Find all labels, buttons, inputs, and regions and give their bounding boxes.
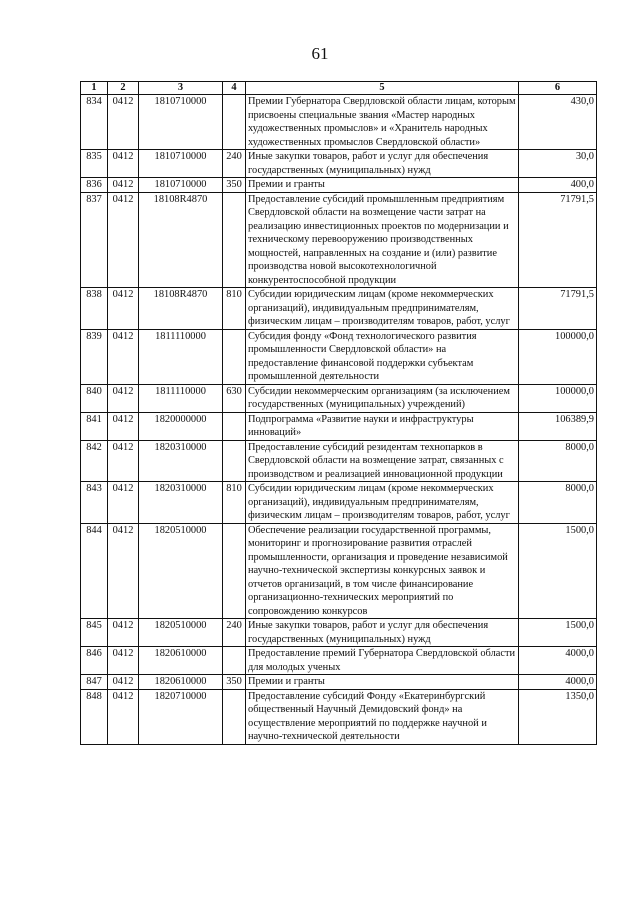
row-amount: 400,0 — [519, 178, 597, 193]
expense-type-code: 350 — [223, 178, 246, 193]
section-code: 0412 — [108, 619, 139, 647]
row-name: Субсидия фонду «Фонд технологического развития промышленности Свердловской области» на предоставление финансовой поддержки субъектам промышленной деятельности — [246, 329, 519, 384]
row-amount: 100000,0 — [519, 384, 597, 412]
row-amount: 8000,0 — [519, 440, 597, 482]
row-amount: 4000,0 — [519, 675, 597, 690]
target-article-code: 18108R4870 — [139, 288, 223, 330]
row-number: 838 — [81, 288, 108, 330]
section-code: 0412 — [108, 384, 139, 412]
row-name: Субсидии юридическим лицам (кроме некоммерческих организаций), индивидуальным предпринимателям, физическим лицам – производителям товаров, работ, услуг — [246, 288, 519, 330]
target-article-code: 1810710000 — [139, 95, 223, 150]
table-row — [81, 412, 597, 440]
row-name: Премии и гранты — [246, 675, 519, 690]
table-row — [81, 675, 597, 690]
row-amount: 71791,5 — [519, 192, 597, 288]
table-row — [81, 619, 597, 647]
row-amount: 1350,0 — [519, 689, 597, 744]
header-col-1: 1 — [81, 82, 108, 95]
section-code: 0412 — [108, 178, 139, 193]
target-article-code: 1820000000 — [139, 412, 223, 440]
row-amount: 100000,0 — [519, 329, 597, 384]
row-number: 834 — [81, 95, 108, 150]
table-row — [81, 192, 597, 288]
table-row — [81, 482, 597, 524]
target-article-code: 1820510000 — [139, 523, 223, 619]
section-code: 0412 — [108, 689, 139, 744]
row-amount: 4000,0 — [519, 647, 597, 675]
table-row — [81, 523, 597, 619]
expense-type-code: 240 — [223, 619, 246, 647]
row-name: Субсидии юридическим лицам (кроме некоммерческих организаций), индивидуальным предпринимателям, физическим лицам – производителям товаров, работ, услуг — [246, 482, 519, 524]
row-number: 839 — [81, 329, 108, 384]
section-code: 0412 — [108, 150, 139, 178]
row-amount: 430,0 — [519, 95, 597, 150]
expense-type-code: 810 — [223, 288, 246, 330]
table-row — [81, 384, 597, 412]
table-row — [81, 647, 597, 675]
row-amount: 8000,0 — [519, 482, 597, 524]
row-number: 845 — [81, 619, 108, 647]
row-name: Предоставление субсидий резидентам технопарков в Свердловской области на возмещение затрат, связанных с производством и реализацией инновационной продукции — [246, 440, 519, 482]
expense-type-code — [223, 440, 246, 482]
table-row — [81, 178, 597, 193]
expense-type-code — [223, 412, 246, 440]
row-name: Иные закупки товаров, работ и услуг для обеспечения государственных (муниципальных) нужд — [246, 150, 519, 178]
row-name: Обеспечение реализации государственной программы, мониторинг и прогнозирование развития отраслей промышленности, организация и проведение независимой научно-технической экспертизы конкурсных заявок и отчетов организаций, в том числе финансирование организационно-технических мероприятий по сопровождению конкурсов — [246, 523, 519, 619]
row-name: Иные закупки товаров, работ и услуг для обеспечения государственных (муниципальных) нужд — [246, 619, 519, 647]
expense-type-code — [223, 523, 246, 619]
row-amount: 71791,5 — [519, 288, 597, 330]
expense-type-code: 240 — [223, 150, 246, 178]
row-name: Подпрограмма «Развитие науки и инфраструктуры инноваций» — [246, 412, 519, 440]
row-number: 844 — [81, 523, 108, 619]
section-code: 0412 — [108, 95, 139, 150]
section-code: 0412 — [108, 482, 139, 524]
row-amount: 1500,0 — [519, 523, 597, 619]
row-name: Предоставление премий Губернатора Свердловской области для молодых ученых — [246, 647, 519, 675]
header-col-4: 4 — [223, 82, 246, 95]
row-number: 843 — [81, 482, 108, 524]
expense-type-code — [223, 329, 246, 384]
budget-table — [80, 81, 597, 745]
row-number: 836 — [81, 178, 108, 193]
section-code: 0412 — [108, 440, 139, 482]
header-col-2: 2 — [108, 82, 139, 95]
row-name: Премии и гранты — [246, 178, 519, 193]
section-code: 0412 — [108, 329, 139, 384]
target-article-code: 1810710000 — [139, 150, 223, 178]
row-amount: 30,0 — [519, 150, 597, 178]
row-amount: 1500,0 — [519, 619, 597, 647]
header-col-3: 3 — [139, 82, 223, 95]
section-code: 0412 — [108, 675, 139, 690]
expense-type-code — [223, 192, 246, 288]
header-row — [81, 82, 597, 95]
table-row — [81, 689, 597, 744]
row-number: 840 — [81, 384, 108, 412]
table-row — [81, 440, 597, 482]
row-number: 847 — [81, 675, 108, 690]
target-article-code: 1810710000 — [139, 178, 223, 193]
row-number: 835 — [81, 150, 108, 178]
expense-type-code: 810 — [223, 482, 246, 524]
table-row — [81, 329, 597, 384]
target-article-code: 1820710000 — [139, 689, 223, 744]
section-code: 0412 — [108, 647, 139, 675]
section-code: 0412 — [108, 412, 139, 440]
target-article-code: 1820310000 — [139, 482, 223, 524]
target-article-code: 1820610000 — [139, 675, 223, 690]
header-col-5: 5 — [246, 82, 519, 95]
target-article-code: 1820310000 — [139, 440, 223, 482]
target-article-code: 18108R4870 — [139, 192, 223, 288]
section-code: 0412 — [108, 288, 139, 330]
expense-type-code — [223, 689, 246, 744]
expense-type-code: 630 — [223, 384, 246, 412]
target-article-code: 1811110000 — [139, 384, 223, 412]
target-article-code: 1811110000 — [139, 329, 223, 384]
row-name: Предоставление субсидий промышленным предприятиям Свердловской области на возмещение части затрат на реализацию инвестиционных проектов по модернизации и техническому перевооружению производственных мощностей, направленных на создание и (или) развитие производства новой высокотехнологичной конкурентоспособной продукции — [246, 192, 519, 288]
table-row — [81, 150, 597, 178]
section-code: 0412 — [108, 523, 139, 619]
row-number: 841 — [81, 412, 108, 440]
row-amount: 106389,9 — [519, 412, 597, 440]
expense-type-code — [223, 95, 246, 150]
row-name: Предоставление субсидий Фонду «Екатеринбургский общественный Научный Демидовский фонд» на осуществление мероприятий по поддержке научной и научно-технической деятельности — [246, 689, 519, 744]
page-number: 61 — [311, 44, 329, 63]
row-number: 842 — [81, 440, 108, 482]
row-number: 848 — [81, 689, 108, 744]
row-name: Премии Губернатора Свердловской области лицам, которым присвоены специальные звания «Мастер народных художественных промыслов» и «Хранитель народных художественных промыслов Свердловской области» — [246, 95, 519, 150]
section-code: 0412 — [108, 192, 139, 288]
table-row — [81, 288, 597, 330]
table-row — [81, 95, 597, 150]
row-name: Субсидии некоммерческим организациям (за исключением государственных (муниципальных) учреждений) — [246, 384, 519, 412]
expense-type-code: 350 — [223, 675, 246, 690]
target-article-code: 1820510000 — [139, 619, 223, 647]
target-article-code: 1820610000 — [139, 647, 223, 675]
header-col-6: 6 — [519, 82, 597, 95]
row-number: 846 — [81, 647, 108, 675]
expense-type-code — [223, 647, 246, 675]
row-number: 837 — [81, 192, 108, 288]
